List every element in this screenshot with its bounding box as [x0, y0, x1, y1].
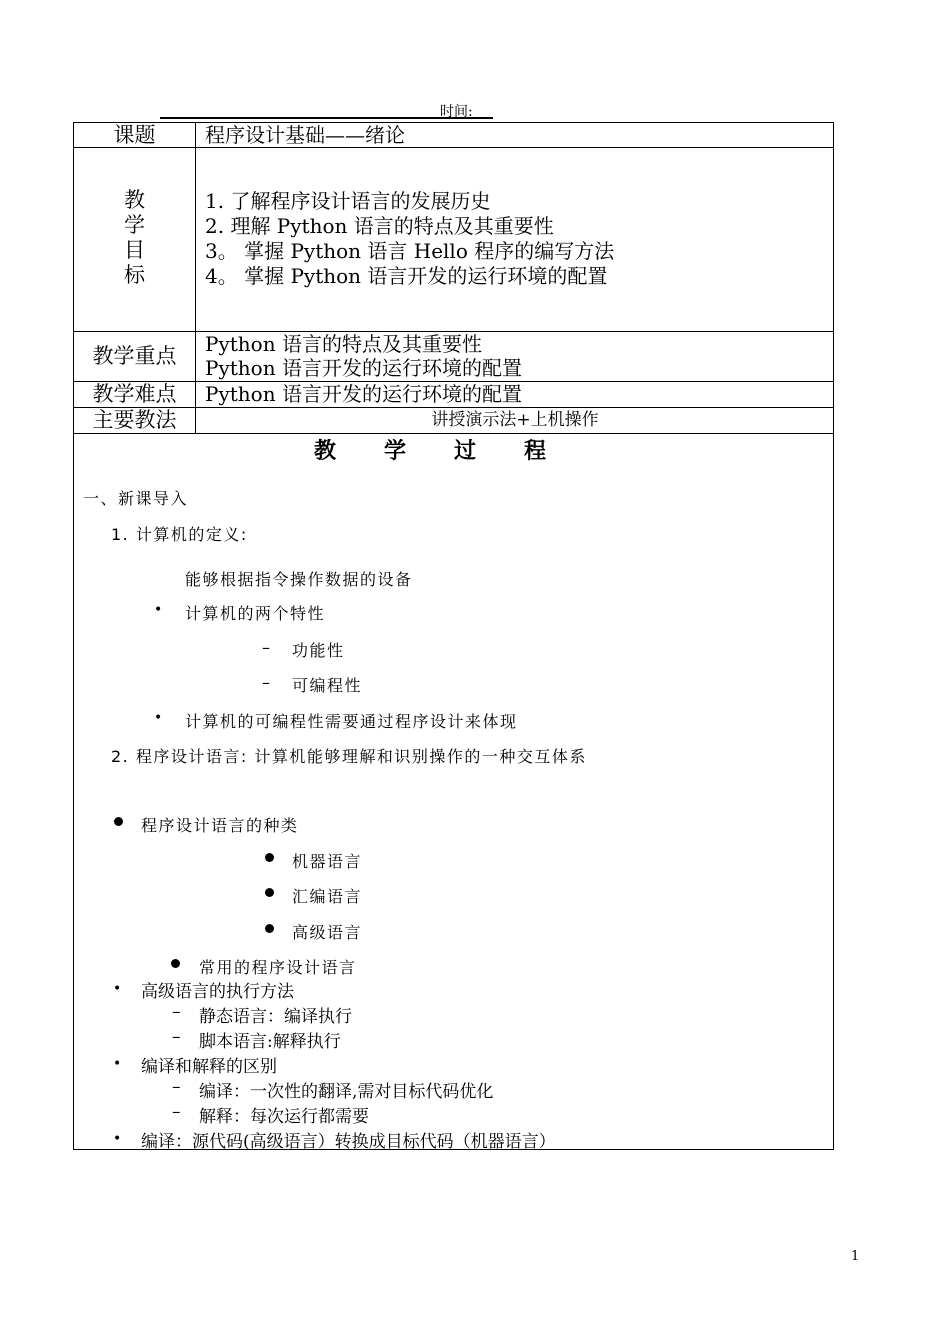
bullet-icon: • — [113, 1056, 122, 1072]
bullet-icon: • — [113, 981, 122, 997]
exec-static: 静态语言：编译执行 — [199, 1007, 352, 1027]
bullet-dot-icon — [265, 853, 274, 862]
execution-methods: 高级语言的执行方法 — [141, 982, 294, 1002]
difficulty-label: 教学难点 — [92, 382, 177, 406]
language-type-item: 高级语言 — [292, 923, 363, 942]
item-computer-definition: 1. 计算机的定义: — [111, 525, 248, 544]
key-points-list — [205, 332, 522, 380]
computer-definition-text: 能够根据指令操作数据的设备 — [185, 570, 413, 589]
key-point-item: Python 语言的特点及其重要性 — [205, 332, 482, 356]
difficulty-value: Python 语言开发的运行环境的配置 — [205, 382, 522, 406]
common-languages: 常用的程序设计语言 — [199, 958, 357, 977]
programmability-note: 计算机的可编程性需要通过程序设计来体现 — [185, 712, 518, 731]
dash-icon: – — [262, 638, 272, 657]
compile-interpret-difference: 编译和解释的区别 — [141, 1057, 277, 1077]
row-divider — [73, 147, 834, 148]
language-types: 程序设计语言的种类 — [141, 816, 299, 835]
process-title: 教学过程 — [313, 439, 594, 464]
goal-item: 2. 理解 Python 语言的特点及其重要性 — [205, 214, 554, 238]
bullet-dot-icon — [265, 924, 274, 933]
dash-icon: – — [172, 1027, 181, 1047]
bullet-icon: • — [154, 710, 163, 726]
key-point-item: Python 语言开发的运行环境的配置 — [205, 356, 522, 380]
compile-definition: 编译：源代码(高级语言）转换成目标代码（机器语言） — [141, 1132, 556, 1152]
time-label: 时间: — [440, 104, 473, 120]
section-heading: 一、新课导入 — [83, 489, 189, 508]
exec-script: 脚本语言:解释执行 — [199, 1032, 341, 1052]
dash-icon: – — [172, 1102, 181, 1122]
trait-functional: 功能性 — [292, 641, 345, 660]
header-underline — [160, 117, 493, 119]
diff-interpret: 解释：每次运行都需要 — [199, 1107, 369, 1127]
goal-item: 3。 掌握 Python 语言 Hello 程序的编写方法 — [205, 239, 615, 263]
column-divider — [195, 122, 196, 433]
goals-label-char: 学 — [124, 213, 145, 237]
dash-icon: – — [172, 1077, 181, 1097]
key-points-label: 教学重点 — [92, 344, 177, 368]
topic-value: 程序设计基础——绪论 — [205, 123, 405, 147]
goals-label-char: 教 — [124, 188, 145, 212]
dash-icon: – — [262, 673, 272, 692]
bullet-dot-icon — [265, 888, 274, 897]
language-type-item: 汇编语言 — [292, 887, 363, 906]
page-number: 1 — [851, 1249, 860, 1264]
bullet-icon: • — [113, 1131, 122, 1147]
goal-item: 1. 了解程序设计语言的发展历史 — [205, 189, 491, 213]
method-value: 讲授演示法+上机操作 — [431, 410, 599, 430]
bullet-icon: • — [154, 602, 163, 618]
diff-compile: 编译：一次性的翻译,需对目标代码优化 — [199, 1082, 494, 1102]
item-programming-language: 2. 程序设计语言: 计算机能够理解和识别操作的一种交互体系 — [111, 747, 587, 766]
dash-icon: – — [172, 1002, 181, 1022]
goal-item: 4。 掌握 Python 语言开发的运行环境的配置 — [205, 264, 608, 288]
trait-programmable: 可编程性 — [292, 676, 363, 695]
goals-label-char: 标 — [124, 263, 145, 287]
method-label: 主要教法 — [92, 408, 177, 432]
computer-traits: 计算机的两个特性 — [185, 604, 326, 623]
language-type-item: 机器语言 — [292, 852, 363, 871]
goals-label — [74, 188, 195, 288]
bullet-dot-icon — [114, 817, 123, 826]
goals-list — [205, 189, 614, 289]
topic-label: 课题 — [113, 123, 156, 147]
goals-label-char: 目 — [124, 238, 145, 262]
bullet-dot-icon — [171, 959, 180, 968]
